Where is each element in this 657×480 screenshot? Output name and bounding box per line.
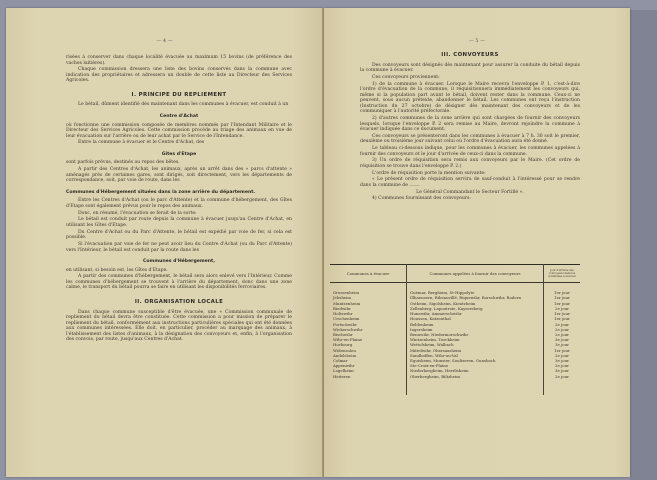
communes-fournissant-cell: Wettolsheim, Walbach xyxy=(407,342,544,347)
paragraph: A partir des Centres d'Achat, les animaux, après un arrêt dans des « parcs d'attente » aménagés près de certaines gares, sont dirigés, soit directement, vers les départements de correspondance, soit, par voie de route, dans les xyxy=(66,167,292,184)
commune-a-evacuer-cell: Appenwihr xyxy=(333,363,355,369)
commune-a-evacuer-cell: Jebsheim xyxy=(333,295,352,301)
communes-fournissant-cell: Wintzenheim, Turckheim xyxy=(407,337,544,342)
communes-fournissant-cell: Ostheim, Sigolsheim, Kientzheim xyxy=(407,301,544,306)
paragraph: sont parfois prévus, destinés au repos des bêtes. xyxy=(66,160,180,166)
paragraph: Ces convoyeurs proviennent: xyxy=(372,74,440,80)
commune-a-evacuer-cell: Logelheim xyxy=(333,368,354,374)
paragraph: Dans chaque commune susceptible d'être évacuée, une « Commission communale de repliement du bétail devra être constituée. Cette commission a pour mission de préparer le repliement du bétail, conformément aux instructions particulières spéciales qui ont été données aux communes intéressées. Elle doit, en particulier, procéder au marquage des animaux, à l'établissement des listes d'animaux, à la désignation des convoyeurs et, enfin, à l'organisation des convois, par route, jusqu'aux Centres d'Achat. xyxy=(66,309,292,343)
paragraph: 4) Communes fournissant des convoyeurs: xyxy=(372,196,471,202)
jour-arrivee-cell: 3e jour xyxy=(544,337,581,342)
commune-a-evacuer-cell: Bischwihr xyxy=(333,331,353,337)
paragraph: Entre la commune à évacuer et le Centre d'Achat, des xyxy=(78,140,205,146)
communes-fournissant-cell: Oberhergheim, Biltzheim xyxy=(407,374,544,395)
paragraph: A partir des communes d'hébergement, le bétail sera alors enlevé vers l'Intérieur. Comme les communes d'hébergement se trouvent à l'arrière du département, donc dans une zone calme, le transport du bétail pourra se faire en utilisant les disponibilités ferroviaires. xyxy=(66,274,292,291)
subheading: Gîtes d'Etape xyxy=(161,151,197,157)
paragraph: 2) d'autres communes de la zone arrière qui sont chargées de fournir des convoyeurs lesquels, lorsque l'enveloppe P. 2 sera remise au Maire, devront rejoindre la commune à évacuer indiquée dans ce document. xyxy=(360,116,580,133)
page-number: — 4 — xyxy=(156,38,173,44)
paragraph: Entre les Centres d'Achat (ou le parc d'Attente) et la commune d'hébergement, des Gîtes d'Etape sont également prévus pour le repos des animaux. xyxy=(66,198,292,209)
paragraph: Du Centre d'Achat ou du Parc d'Attente, le bétail est expédié par voie de fer, si cela est possible. xyxy=(66,229,292,241)
jour-arrivee-cell: 2e jour xyxy=(544,353,581,358)
paragraph: L'ordre de réquisition porte la mention suivante: xyxy=(372,170,486,176)
paragraph: 3) Un ordre de réquisition sera remis aux convoyeurs par le Maire. (Cet ordre de réquisition se trouve dans l'enveloppe P. 2.) xyxy=(360,158,580,169)
communes-fournissant-cell: Ingersheim xyxy=(407,327,544,332)
commune-a-evacuer-cell: Wickerschwihr xyxy=(333,326,363,332)
right-page xyxy=(324,8,630,477)
column-header: Jour d'arrivée des convoyeurs dans les communes à évacuer xyxy=(544,265,581,283)
commune-a-evacuer-cell: Andolsheim xyxy=(333,352,357,358)
left-page xyxy=(6,8,323,477)
paragraph: Le Général Commandant le Secteur Fortifié ». xyxy=(416,189,524,195)
jour-arrivee-cell: 1er jour xyxy=(544,295,581,300)
paragraph: risées à conserver dans chaque localité évacuée au maximum 15 bovins (de préférence des vaches laitières). xyxy=(66,55,292,66)
commune-a-evacuer-cell: Horbourg xyxy=(333,342,353,348)
jour-arrivee-cell: 2e jour xyxy=(544,332,581,337)
communes-fournissant-cell: Guémar, Bergheim, St-Hippolyte xyxy=(407,283,544,296)
commune-a-evacuer-cell: Muntzenheim xyxy=(333,300,361,306)
communes-fournissant-cell: Eguisheim, Munster, Soultzeren, Gunsbach xyxy=(407,358,544,363)
column-header: Communes appelées à fournir des convoyeurs xyxy=(407,265,544,283)
communes-fournissant-cell: Illhaeusern, Ribeauvillé, Riquewihr, Rorschwihr, Rodern xyxy=(407,295,544,300)
communes-fournissant-cell: Ste-Croix-en-Plaine xyxy=(407,363,544,368)
jour-arrivee-cell: 3e jour xyxy=(544,342,581,347)
communes-fournissant-cell: Beblenheim xyxy=(407,322,544,327)
section-heading: II. ORGANISATION LOCALE xyxy=(134,299,224,305)
right-page-text xyxy=(360,53,580,203)
jour-arrivee-cell: 2e jour xyxy=(544,322,581,327)
commune-a-evacuer-cell: Holtzwihr xyxy=(333,311,353,317)
communes-fournissant-cell: Zellenberg, Lapoutroie, Kaysersberg xyxy=(407,306,544,311)
jour-arrivee-cell: 2e jour xyxy=(544,363,581,368)
section-heading: I. PRINCIPE DU REPLIEMENT xyxy=(131,91,227,98)
communes-fournissant-cell: Niederhergheim, Herrlisheim xyxy=(407,368,544,373)
paragraph: « Le présent ordre de réquisition servira de sauf-conduit à l'intéressé pour se rendre dans la commune de ....... xyxy=(360,177,580,188)
communes-fournissant-cell: Bennwihr, Niedermorschwihr xyxy=(407,332,544,337)
table-row xyxy=(330,374,580,395)
table-row xyxy=(330,283,580,296)
jour-arrivee-cell: 2e jour xyxy=(544,306,581,311)
left-page-text xyxy=(66,55,292,344)
jour-arrivee-cell: 2e jour xyxy=(544,374,581,395)
convoyeurs-table xyxy=(330,264,580,395)
subheading: Communes d'Hébergement, xyxy=(143,259,215,265)
jour-arrivee-cell: 3e jour xyxy=(544,358,581,363)
paragraph: Chaque commission dressera une liste des bovins conservés dans la commune avec indication des propriétaires et adressera un double de cette liste au Directeur des Services Agricoles. xyxy=(66,67,292,84)
paragraph: 1) de la commune à évacuer. Lorsque le Maire recevra l'enveloppe P. 1, c'est-à-dire l'ordre d'évacuation de la commune, il réquisitionnera immédiatement les convoyeurs qui, même si la population part avant le bétail, doivent rester dans la commune. Ceux-ci ne peuvent, sous aucun prétexte, abandonner le bétail. Les communes ont reçu l'instruction (Instruction du 27 octobre) de désigner dès maintenant des convoyeurs et de les communiquer à l'autorité préfectorale. xyxy=(360,81,580,115)
subheading: Centre d'Achat xyxy=(159,114,199,120)
subheading: Communes d'Hébergement situées dans la zone arrière du département. xyxy=(66,189,256,195)
jour-arrivee-cell: 1er jour xyxy=(544,316,581,321)
paragraph: où fonctionne une commission composée de membres nommés par l'Intendant Militaire et le Directeur des Services Agricoles. Cette commission procède au triage des animaux en vue de leur évacuation sur l'arrière ou de leur achat par le Service de l'Intendance. xyxy=(66,122,292,139)
background-shadow xyxy=(630,10,657,480)
paragraph: Le tableau ci-dessous indique, pour les communes à évacuer, les communes appelées à fournir des convoyeurs et le jour d'arrivée de ceux-ci dans la commune. xyxy=(360,146,580,157)
paragraph: Des convoyeurs sont désignés dès maintenant pour assurer la conduite du bétail depuis la commune à évacuer. xyxy=(360,62,580,74)
commune-a-evacuer-cell: Widensolen xyxy=(333,347,356,353)
commune-a-evacuer-cell: Colmar xyxy=(333,357,348,363)
paragraph: en utilisant, si besoin est, les Gîtes d'Etape. xyxy=(66,267,168,273)
jour-arrivee-cell: 1er jour xyxy=(544,283,581,296)
table-header-row xyxy=(330,265,580,283)
jour-arrivee-cell: 1er jour xyxy=(544,301,581,306)
commune-a-evacuer-cell: Fortschwihr xyxy=(333,321,357,327)
communes-fournissant-cell: Houssen, Katzenthal xyxy=(407,316,544,321)
jour-arrivee-cell: 2e jour xyxy=(544,327,581,332)
communes-fournissant-cell: Hunawihr, Ammerschwihr xyxy=(407,311,544,316)
communes-fournissant-cell: Mittelwihr, Obersaasheim xyxy=(407,348,544,353)
paragraph: Ces convoyeurs se présenteront dans les communes à évacuer à 7 h. 30 soit le premier, deuxième ou troisième jour suivant celui où l'ordre d'évacuation aura été donné. xyxy=(360,133,580,145)
paragraph: Donc, en résumé, l'évacuation se ferait de la sorte: xyxy=(78,210,197,216)
paragraph: Si l'évacuation par voie de fer ne peut avoir lieu du Centre d'Achat (ou du Parc d'Attente) vers l'Intérieur, le bétail est conduit par la route dans les xyxy=(66,241,292,253)
commune-a-evacuer-cell: Heiteren xyxy=(333,373,351,379)
commune-a-evacuer-cell: Wihr-en-Plaine xyxy=(333,337,363,343)
communes-fournissant-cell: Sundhoffen, Wihr-au-Val xyxy=(407,353,544,358)
paragraph: Le bétail est conduit par route depuis la commune à évacuer jusqu'au Centre d'Achat, en utilisant les Gîtes d'Etape. xyxy=(66,217,292,228)
jour-arrivee-cell: 3e jour xyxy=(544,368,581,373)
jour-arrivee-cell: 1er jour xyxy=(544,311,581,316)
commune-a-evacuer-cell: Riedwihr xyxy=(333,305,351,311)
paragraph: Le bétail, dûment identifié dès maintenant dans les communes à évacuer, est conduit à un xyxy=(78,102,289,108)
page-number: — 5 — xyxy=(468,38,486,44)
table-body xyxy=(330,283,580,395)
jour-arrivee-cell: 1er jour xyxy=(544,348,581,353)
commune-a-evacuer-cell: Grussenheim xyxy=(333,290,360,296)
section-heading: III. CONVOYEURS xyxy=(441,52,499,58)
commune-a-evacuer-cell: Urschenheim xyxy=(333,316,360,322)
column-header: Communes à évacuer xyxy=(346,271,390,277)
